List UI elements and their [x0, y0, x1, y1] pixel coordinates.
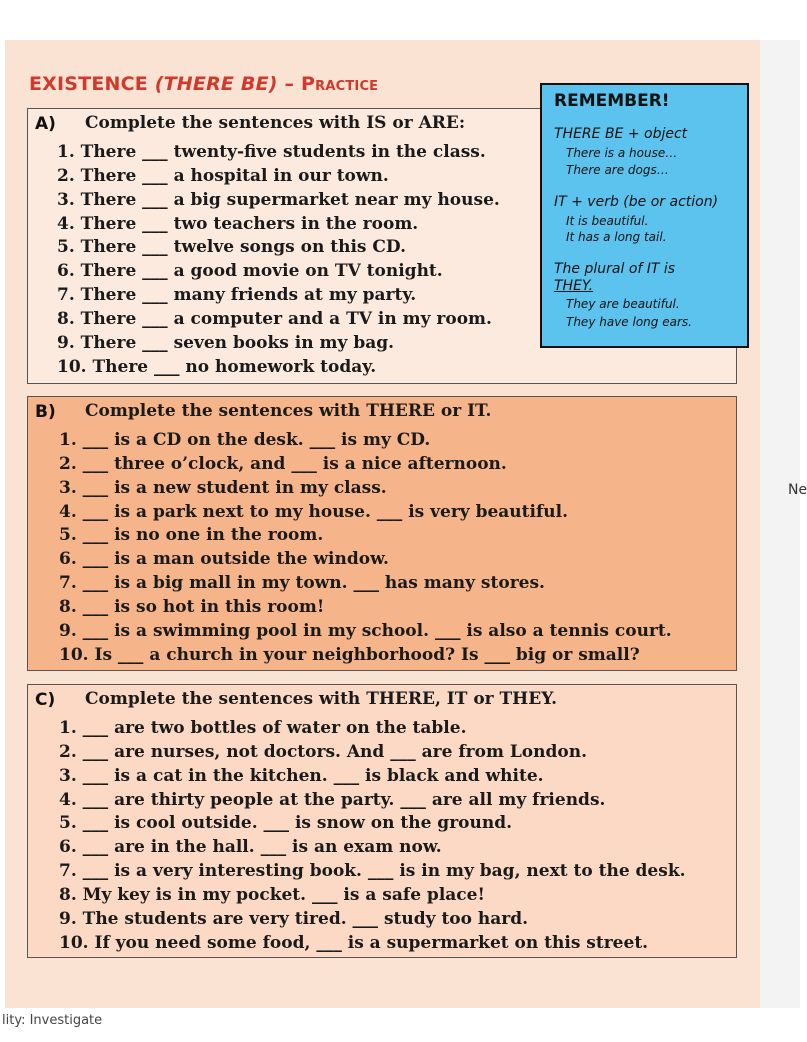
- section-c-item: 1. ___ are two bottles of water on the table.: [59, 718, 467, 738]
- section-b-item: 3. ___ is a new student in my class.: [59, 478, 387, 498]
- remember-rule: The plural of IT is: [554, 261, 676, 277]
- section-a-item: 8. There ___ a computer and a TV in my room.: [57, 309, 492, 329]
- section-b-item: 4. ___ is a park next to my house. ___ is very beautiful.: [59, 502, 569, 522]
- remember-heading: REMEMBER!: [554, 91, 670, 111]
- section-b-item: 10. Is ___ a church in your neighborhood? Is ___ big or small?: [59, 645, 640, 665]
- section-b-letter: B): [35, 402, 56, 422]
- section-a-item: 4. There ___ two teachers in the room.: [57, 214, 419, 234]
- section-a-letter: A): [35, 114, 56, 134]
- section-c-item: 9. The students are very tired. ___ study too hard.: [59, 909, 529, 929]
- page-title: [29, 73, 378, 95]
- section-c-item: 3. ___ is a cat in the kitchen. ___ is black and white.: [59, 766, 544, 786]
- section-a-instruction: Complete the sentences with IS or ARE:: [85, 113, 466, 133]
- section-c-box: [27, 684, 737, 958]
- section-c-item: 10. If you need some food, ___ is a supermarket on this street.: [59, 933, 649, 953]
- section-b-item: 6. ___ is a man outside the window.: [59, 549, 389, 569]
- section-b-item: 7. ___ is a big mall in my town. ___ has many stores.: [59, 573, 545, 593]
- section-a-item: 6. There ___ a good movie on TV tonight.: [57, 261, 443, 281]
- title-part-3: – Practice: [277, 73, 379, 95]
- section-b-box: [27, 396, 737, 671]
- section-b-item: 8. ___ is so hot in this room!: [59, 597, 325, 617]
- title-part-1: EXISTENCE: [29, 73, 155, 95]
- remember-example: They are beautiful.: [566, 297, 680, 311]
- section-c-instruction: Complete the sentences with THERE, IT or THEY.: [85, 689, 558, 709]
- remember-rule: THEY.: [554, 278, 594, 294]
- remember-example: It has a long tail.: [566, 230, 667, 244]
- remember-rule: THERE BE + object: [554, 126, 688, 142]
- remember-rule: IT + verb (be or action): [554, 194, 719, 210]
- remember-example: There are dogs…: [566, 163, 669, 177]
- side-panel-label[interactable]: Ne: [788, 482, 807, 498]
- accessibility-status[interactable]: lity: Investigate: [2, 1013, 103, 1028]
- title-part-2: (THERE BE): [154, 73, 278, 95]
- section-a-item: 7. There ___ many friends at my party.: [57, 285, 417, 305]
- remember-example: They have long ears.: [566, 315, 692, 329]
- section-a-item: 10. There ___ no homework today.: [57, 357, 377, 377]
- status-bar: [0, 1008, 800, 1042]
- remember-example: There is a house…: [566, 146, 678, 160]
- section-c-item: 6. ___ are in the hall. ___ is an exam now.: [59, 837, 442, 857]
- section-c-item: 4. ___ are thirty people at the party. ___ are all my friends.: [59, 790, 606, 810]
- section-b-item: 5. ___ is no one in the room.: [59, 525, 324, 545]
- section-b-item: 2. ___ three o’clock, and ___ is a nice afternoon.: [59, 454, 507, 474]
- section-b-item: 9. ___ is a swimming pool in my school. ___ is also a tennis court.: [59, 621, 672, 641]
- section-b-instruction: Complete the sentences with THERE or IT.: [85, 401, 492, 421]
- section-a-item: 3. There ___ a big supermarket near my house.: [57, 190, 500, 210]
- section-a-item: 5. There ___ twelve songs on this CD.: [57, 237, 406, 257]
- remember-box: [540, 83, 749, 348]
- section-a-item: 1. There ___ twenty-five students in the class.: [57, 142, 486, 162]
- section-c-letter: C): [35, 690, 56, 710]
- section-c-item: 5. ___ is cool outside. ___ is snow on the ground.: [59, 813, 513, 833]
- top-strip: [0, 0, 800, 40]
- section-b-item: 1. ___ is a CD on the desk. ___ is my CD.: [59, 430, 431, 450]
- section-c-item: 2. ___ are nurses, not doctors. And ___ are from London.: [59, 742, 588, 762]
- remember-example: It is beautiful.: [566, 214, 649, 228]
- side-panel: [760, 40, 807, 1008]
- section-a-item: 9. There ___ seven books in my bag.: [57, 333, 395, 353]
- section-a-item: 2. There ___ a hospital in our town.: [57, 166, 389, 186]
- section-c-item: 8. My key is in my pocket. ___ is a safe place!: [59, 885, 485, 905]
- section-c-item: 7. ___ is a very interesting book. ___ is in my bag, next to the desk.: [59, 861, 686, 881]
